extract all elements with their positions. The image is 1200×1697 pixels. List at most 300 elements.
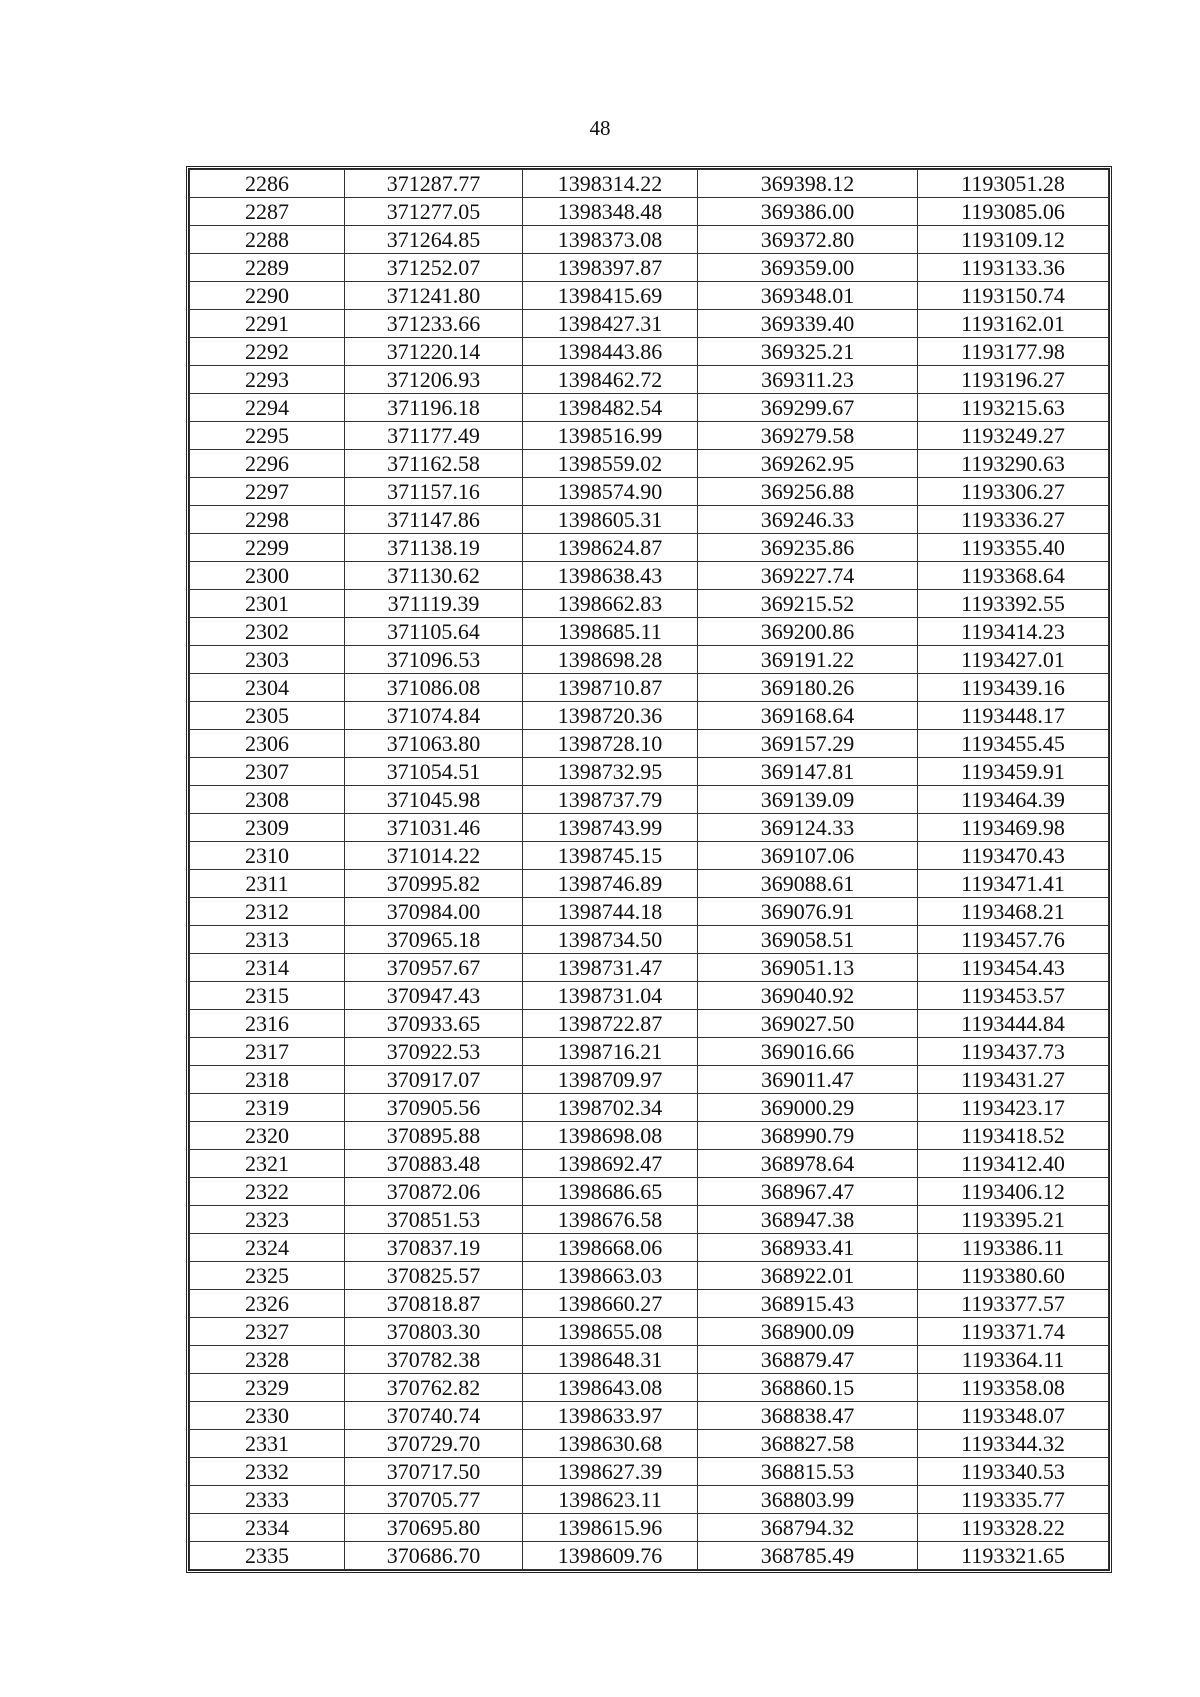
- coord-b1-cell: 369348.01: [698, 282, 918, 310]
- coord-b1-cell: 368860.15: [698, 1374, 918, 1402]
- coord-a2-cell: 1398630.68: [523, 1430, 698, 1458]
- coord-b2-cell: 1193358.08: [918, 1374, 1109, 1402]
- coord-a2-cell: 1398443.86: [523, 338, 698, 366]
- coord-a1-cell: 371105.64: [345, 618, 523, 646]
- table-row: [190, 1542, 1109, 1570]
- point-id-cell: 2334: [190, 1514, 345, 1542]
- table-row: [190, 1122, 1109, 1150]
- coord-a1-cell: 370825.57: [345, 1262, 523, 1290]
- table-row: [190, 1094, 1109, 1122]
- point-id-cell: 2295: [190, 422, 345, 450]
- coord-a1-cell: 371063.80: [345, 730, 523, 758]
- coord-b1-cell: 369227.74: [698, 562, 918, 590]
- table-row: [190, 618, 1109, 646]
- coord-b1-cell: 369325.21: [698, 338, 918, 366]
- coord-b1-cell: 368900.09: [698, 1318, 918, 1346]
- coord-b1-cell: 369200.86: [698, 618, 918, 646]
- coord-a2-cell: 1398732.95: [523, 758, 698, 786]
- coord-a1-cell: 370922.53: [345, 1038, 523, 1066]
- table-row: [190, 254, 1109, 282]
- coord-a2-cell: 1398627.39: [523, 1458, 698, 1486]
- coord-b2-cell: 1193423.17: [918, 1094, 1109, 1122]
- coord-b2-cell: 1193249.27: [918, 422, 1109, 450]
- coord-b1-cell: 369256.88: [698, 478, 918, 506]
- coord-a2-cell: 1398731.47: [523, 954, 698, 982]
- coord-a2-cell: 1398709.97: [523, 1066, 698, 1094]
- coord-b1-cell: 369000.29: [698, 1094, 918, 1122]
- coord-b1-cell: 369262.95: [698, 450, 918, 478]
- table-row: [190, 1318, 1109, 1346]
- coord-a1-cell: 370717.50: [345, 1458, 523, 1486]
- coord-b2-cell: 1193196.27: [918, 366, 1109, 394]
- table-row: [190, 1178, 1109, 1206]
- point-id-cell: 2317: [190, 1038, 345, 1066]
- coord-a1-cell: 370782.38: [345, 1346, 523, 1374]
- coord-b1-cell: 368967.47: [698, 1178, 918, 1206]
- coord-b1-cell: 368947.38: [698, 1206, 918, 1234]
- table-row: [190, 1038, 1109, 1066]
- point-id-cell: 2298: [190, 506, 345, 534]
- coord-b2-cell: 1193437.73: [918, 1038, 1109, 1066]
- coord-b2-cell: 1193355.40: [918, 534, 1109, 562]
- table-row: [190, 366, 1109, 394]
- coord-b1-cell: 369088.61: [698, 870, 918, 898]
- coord-a2-cell: 1398663.03: [523, 1262, 698, 1290]
- coord-a1-cell: 371138.19: [345, 534, 523, 562]
- coord-a2-cell: 1398643.08: [523, 1374, 698, 1402]
- coord-a1-cell: 370905.56: [345, 1094, 523, 1122]
- coord-a1-cell: 370686.70: [345, 1542, 523, 1570]
- point-id-cell: 2307: [190, 758, 345, 786]
- table-row: [190, 842, 1109, 870]
- point-id-cell: 2314: [190, 954, 345, 982]
- coord-a1-cell: 371264.85: [345, 226, 523, 254]
- coord-b2-cell: 1193368.64: [918, 562, 1109, 590]
- coord-b1-cell: 368838.47: [698, 1402, 918, 1430]
- table-row: [190, 534, 1109, 562]
- coord-b2-cell: 1193364.11: [918, 1346, 1109, 1374]
- table-row: [190, 1374, 1109, 1402]
- coord-a2-cell: 1398734.50: [523, 926, 698, 954]
- coord-a2-cell: 1398686.65: [523, 1178, 698, 1206]
- coord-b1-cell: 368933.41: [698, 1234, 918, 1262]
- point-id-cell: 2326: [190, 1290, 345, 1318]
- coord-a1-cell: 371096.53: [345, 646, 523, 674]
- coord-a2-cell: 1398314.22: [523, 170, 698, 198]
- coord-b2-cell: 1193150.74: [918, 282, 1109, 310]
- coord-b2-cell: 1193453.57: [918, 982, 1109, 1010]
- coord-b1-cell: 369191.22: [698, 646, 918, 674]
- coord-a2-cell: 1398737.79: [523, 786, 698, 814]
- point-id-cell: 2301: [190, 590, 345, 618]
- coord-b1-cell: 368978.64: [698, 1150, 918, 1178]
- coord-b2-cell: 1193321.65: [918, 1542, 1109, 1570]
- point-id-cell: 2289: [190, 254, 345, 282]
- coord-b2-cell: 1193392.55: [918, 590, 1109, 618]
- coord-a1-cell: 371252.07: [345, 254, 523, 282]
- coord-a2-cell: 1398743.99: [523, 814, 698, 842]
- coord-a1-cell: 371014.22: [345, 842, 523, 870]
- coordinate-table: [189, 169, 1109, 1570]
- point-id-cell: 2291: [190, 310, 345, 338]
- point-id-cell: 2315: [190, 982, 345, 1010]
- coord-b2-cell: 1193464.39: [918, 786, 1109, 814]
- coord-b2-cell: 1193471.41: [918, 870, 1109, 898]
- table-row: [190, 814, 1109, 842]
- coord-b1-cell: 369279.58: [698, 422, 918, 450]
- coord-a2-cell: 1398559.02: [523, 450, 698, 478]
- coord-b1-cell: 369359.00: [698, 254, 918, 282]
- point-id-cell: 2324: [190, 1234, 345, 1262]
- coord-a1-cell: 371177.49: [345, 422, 523, 450]
- coord-a2-cell: 1398348.48: [523, 198, 698, 226]
- table-row: [190, 646, 1109, 674]
- table-row: [190, 310, 1109, 338]
- coord-b1-cell: 368922.01: [698, 1262, 918, 1290]
- coord-b2-cell: 1193470.43: [918, 842, 1109, 870]
- coord-a1-cell: 370957.67: [345, 954, 523, 982]
- coord-a2-cell: 1398624.87: [523, 534, 698, 562]
- coord-b1-cell: 369147.81: [698, 758, 918, 786]
- coord-b2-cell: 1193348.07: [918, 1402, 1109, 1430]
- point-id-cell: 2325: [190, 1262, 345, 1290]
- point-id-cell: 2322: [190, 1178, 345, 1206]
- coord-a2-cell: 1398662.83: [523, 590, 698, 618]
- coord-a2-cell: 1398716.21: [523, 1038, 698, 1066]
- coord-b2-cell: 1193406.12: [918, 1178, 1109, 1206]
- coord-b2-cell: 1193380.60: [918, 1262, 1109, 1290]
- table-row: [190, 1402, 1109, 1430]
- point-id-cell: 2287: [190, 198, 345, 226]
- coord-a1-cell: 371130.62: [345, 562, 523, 590]
- coord-a1-cell: 371277.05: [345, 198, 523, 226]
- coord-a1-cell: 370895.88: [345, 1122, 523, 1150]
- coord-a1-cell: 371086.08: [345, 674, 523, 702]
- coord-b2-cell: 1193344.32: [918, 1430, 1109, 1458]
- coord-a2-cell: 1398605.31: [523, 506, 698, 534]
- coord-a2-cell: 1398710.87: [523, 674, 698, 702]
- coord-a2-cell: 1398692.47: [523, 1150, 698, 1178]
- coord-b2-cell: 1193133.36: [918, 254, 1109, 282]
- coord-b2-cell: 1193455.45: [918, 730, 1109, 758]
- point-id-cell: 2302: [190, 618, 345, 646]
- coord-a1-cell: 371162.58: [345, 450, 523, 478]
- point-id-cell: 2311: [190, 870, 345, 898]
- point-id-cell: 2296: [190, 450, 345, 478]
- coord-a2-cell: 1398722.87: [523, 1010, 698, 1038]
- coord-a2-cell: 1398676.58: [523, 1206, 698, 1234]
- coord-a1-cell: 371074.84: [345, 702, 523, 730]
- coord-a2-cell: 1398698.08: [523, 1122, 698, 1150]
- coord-a1-cell: 370740.74: [345, 1402, 523, 1430]
- table-row: [190, 1066, 1109, 1094]
- coord-a1-cell: 371196.18: [345, 394, 523, 422]
- table-row: [190, 1346, 1109, 1374]
- point-id-cell: 2308: [190, 786, 345, 814]
- point-id-cell: 2297: [190, 478, 345, 506]
- point-id-cell: 2309: [190, 814, 345, 842]
- coord-b2-cell: 1193290.63: [918, 450, 1109, 478]
- coord-a2-cell: 1398660.27: [523, 1290, 698, 1318]
- coord-b2-cell: 1193431.27: [918, 1066, 1109, 1094]
- table-row: [190, 1290, 1109, 1318]
- coord-a1-cell: 371241.80: [345, 282, 523, 310]
- coord-a2-cell: 1398745.15: [523, 842, 698, 870]
- table-row: [190, 730, 1109, 758]
- table-row: [190, 870, 1109, 898]
- coord-b1-cell: 368794.32: [698, 1514, 918, 1542]
- coord-a2-cell: 1398462.72: [523, 366, 698, 394]
- coord-a1-cell: 370917.07: [345, 1066, 523, 1094]
- table-row: [190, 1486, 1109, 1514]
- coord-a1-cell: 371233.66: [345, 310, 523, 338]
- coord-b2-cell: 1193051.28: [918, 170, 1109, 198]
- table-row: [190, 478, 1109, 506]
- coord-a1-cell: 370995.82: [345, 870, 523, 898]
- table-row: [190, 282, 1109, 310]
- point-id-cell: 2305: [190, 702, 345, 730]
- coord-a2-cell: 1398702.34: [523, 1094, 698, 1122]
- table-row: [190, 1430, 1109, 1458]
- coord-b1-cell: 369168.64: [698, 702, 918, 730]
- coord-a2-cell: 1398731.04: [523, 982, 698, 1010]
- point-id-cell: 2312: [190, 898, 345, 926]
- coord-b1-cell: 369311.23: [698, 366, 918, 394]
- coord-b2-cell: 1193469.98: [918, 814, 1109, 842]
- point-id-cell: 2323: [190, 1206, 345, 1234]
- coord-b2-cell: 1193386.11: [918, 1234, 1109, 1262]
- coord-a1-cell: 371045.98: [345, 786, 523, 814]
- coord-a1-cell: 370883.48: [345, 1150, 523, 1178]
- point-id-cell: 2288: [190, 226, 345, 254]
- table-body: [190, 170, 1109, 1570]
- coord-a2-cell: 1398415.69: [523, 282, 698, 310]
- point-id-cell: 2331: [190, 1430, 345, 1458]
- coord-a1-cell: 370762.82: [345, 1374, 523, 1402]
- point-id-cell: 2332: [190, 1458, 345, 1486]
- coord-a2-cell: 1398655.08: [523, 1318, 698, 1346]
- coord-a1-cell: 370837.19: [345, 1234, 523, 1262]
- coord-a1-cell: 370705.77: [345, 1486, 523, 1514]
- table-row: [190, 1206, 1109, 1234]
- coord-b2-cell: 1193454.43: [918, 954, 1109, 982]
- table-row: [190, 338, 1109, 366]
- table-row: [190, 1262, 1109, 1290]
- coord-b2-cell: 1193395.21: [918, 1206, 1109, 1234]
- table-row: [190, 198, 1109, 226]
- coord-b1-cell: 369124.33: [698, 814, 918, 842]
- table-row: [190, 450, 1109, 478]
- coord-a2-cell: 1398397.87: [523, 254, 698, 282]
- point-id-cell: 2306: [190, 730, 345, 758]
- coord-a1-cell: 370984.00: [345, 898, 523, 926]
- coord-a2-cell: 1398698.28: [523, 646, 698, 674]
- coord-b2-cell: 1193085.06: [918, 198, 1109, 226]
- coord-b1-cell: 369386.00: [698, 198, 918, 226]
- table-row: [190, 758, 1109, 786]
- coord-b1-cell: 368879.47: [698, 1346, 918, 1374]
- coord-b1-cell: 369215.52: [698, 590, 918, 618]
- table-row: [190, 1150, 1109, 1178]
- coord-a1-cell: 371054.51: [345, 758, 523, 786]
- coord-b1-cell: 369040.92: [698, 982, 918, 1010]
- coord-b1-cell: 368815.53: [698, 1458, 918, 1486]
- coord-a2-cell: 1398609.76: [523, 1542, 698, 1570]
- coord-b1-cell: 368915.43: [698, 1290, 918, 1318]
- coord-a1-cell: 370947.43: [345, 982, 523, 1010]
- table-row: [190, 562, 1109, 590]
- point-id-cell: 2300: [190, 562, 345, 590]
- point-id-cell: 2333: [190, 1486, 345, 1514]
- table-row: [190, 1458, 1109, 1486]
- coord-b1-cell: 369076.91: [698, 898, 918, 926]
- coord-b1-cell: 369016.66: [698, 1038, 918, 1066]
- point-id-cell: 2286: [190, 170, 345, 198]
- coord-b2-cell: 1193439.16: [918, 674, 1109, 702]
- coord-a2-cell: 1398633.97: [523, 1402, 698, 1430]
- coord-a2-cell: 1398516.99: [523, 422, 698, 450]
- point-id-cell: 2293: [190, 366, 345, 394]
- point-id-cell: 2292: [190, 338, 345, 366]
- coord-a2-cell: 1398728.10: [523, 730, 698, 758]
- coord-b1-cell: 369339.40: [698, 310, 918, 338]
- point-id-cell: 2328: [190, 1346, 345, 1374]
- coord-a1-cell: 370729.70: [345, 1430, 523, 1458]
- coord-a1-cell: 371287.77: [345, 170, 523, 198]
- table-row: [190, 702, 1109, 730]
- table-row: [190, 898, 1109, 926]
- point-id-cell: 2327: [190, 1318, 345, 1346]
- coord-a1-cell: 371147.86: [345, 506, 523, 534]
- table-row: [190, 1234, 1109, 1262]
- coord-b2-cell: 1193371.74: [918, 1318, 1109, 1346]
- coord-b1-cell: 368785.49: [698, 1542, 918, 1570]
- table-row: [190, 926, 1109, 954]
- coord-b2-cell: 1193427.01: [918, 646, 1109, 674]
- coord-a1-cell: 370872.06: [345, 1178, 523, 1206]
- coord-b1-cell: 368803.99: [698, 1486, 918, 1514]
- table-row: [190, 786, 1109, 814]
- point-id-cell: 2294: [190, 394, 345, 422]
- coord-b2-cell: 1193459.91: [918, 758, 1109, 786]
- coord-b2-cell: 1193377.57: [918, 1290, 1109, 1318]
- table-row: [190, 1514, 1109, 1542]
- point-id-cell: 2313: [190, 926, 345, 954]
- coord-b2-cell: 1193215.63: [918, 394, 1109, 422]
- table-row: [190, 226, 1109, 254]
- coord-a1-cell: 370933.65: [345, 1010, 523, 1038]
- coord-b1-cell: 369058.51: [698, 926, 918, 954]
- point-id-cell: 2329: [190, 1374, 345, 1402]
- coord-b2-cell: 1193418.52: [918, 1122, 1109, 1150]
- point-id-cell: 2320: [190, 1122, 345, 1150]
- coord-b1-cell: 369398.12: [698, 170, 918, 198]
- coord-b2-cell: 1193162.01: [918, 310, 1109, 338]
- coord-b2-cell: 1193109.12: [918, 226, 1109, 254]
- coord-b1-cell: 369246.33: [698, 506, 918, 534]
- coord-b2-cell: 1193306.27: [918, 478, 1109, 506]
- coord-b1-cell: 369157.29: [698, 730, 918, 758]
- point-id-cell: 2330: [190, 1402, 345, 1430]
- point-id-cell: 2303: [190, 646, 345, 674]
- coordinate-table-frame: [186, 166, 1112, 1573]
- table-row: [190, 1010, 1109, 1038]
- coord-a2-cell: 1398744.18: [523, 898, 698, 926]
- table-row: [190, 590, 1109, 618]
- table-row: [190, 506, 1109, 534]
- table-row: [190, 170, 1109, 198]
- table-row: [190, 674, 1109, 702]
- coord-a1-cell: 370818.87: [345, 1290, 523, 1318]
- point-id-cell: 2321: [190, 1150, 345, 1178]
- coord-a1-cell: 370851.53: [345, 1206, 523, 1234]
- coord-a1-cell: 371157.16: [345, 478, 523, 506]
- coord-a2-cell: 1398668.06: [523, 1234, 698, 1262]
- coord-b1-cell: 369011.47: [698, 1066, 918, 1094]
- point-id-cell: 2310: [190, 842, 345, 870]
- coord-a2-cell: 1398685.11: [523, 618, 698, 646]
- coord-a2-cell: 1398720.36: [523, 702, 698, 730]
- page-number: 48: [589, 116, 611, 140]
- coord-b1-cell: 368990.79: [698, 1122, 918, 1150]
- coord-a1-cell: 370695.80: [345, 1514, 523, 1542]
- coord-a2-cell: 1398615.96: [523, 1514, 698, 1542]
- coord-a2-cell: 1398638.43: [523, 562, 698, 590]
- point-id-cell: 2290: [190, 282, 345, 310]
- coord-b2-cell: 1193444.84: [918, 1010, 1109, 1038]
- table-row: [190, 422, 1109, 450]
- coord-b1-cell: 369139.09: [698, 786, 918, 814]
- table-row: [190, 394, 1109, 422]
- coord-a2-cell: 1398623.11: [523, 1486, 698, 1514]
- point-id-cell: 2299: [190, 534, 345, 562]
- coord-a1-cell: 371119.39: [345, 590, 523, 618]
- coord-a1-cell: 370965.18: [345, 926, 523, 954]
- point-id-cell: 2335: [190, 1542, 345, 1570]
- coord-b2-cell: 1193177.98: [918, 338, 1109, 366]
- coord-b1-cell: 369107.06: [698, 842, 918, 870]
- coord-b1-cell: 369027.50: [698, 1010, 918, 1038]
- coord-a1-cell: 370803.30: [345, 1318, 523, 1346]
- coord-b2-cell: 1193457.76: [918, 926, 1109, 954]
- coord-b1-cell: 369180.26: [698, 674, 918, 702]
- coord-a2-cell: 1398482.54: [523, 394, 698, 422]
- coord-b2-cell: 1193448.17: [918, 702, 1109, 730]
- coord-b2-cell: 1193414.23: [918, 618, 1109, 646]
- coord-b1-cell: 369051.13: [698, 954, 918, 982]
- coord-a2-cell: 1398373.08: [523, 226, 698, 254]
- coord-b2-cell: 1193340.53: [918, 1458, 1109, 1486]
- coord-b1-cell: 369299.67: [698, 394, 918, 422]
- coord-b2-cell: 1193335.77: [918, 1486, 1109, 1514]
- coord-a2-cell: 1398746.89: [523, 870, 698, 898]
- coord-a2-cell: 1398574.90: [523, 478, 698, 506]
- coord-b1-cell: 368827.58: [698, 1430, 918, 1458]
- point-id-cell: 2304: [190, 674, 345, 702]
- point-id-cell: 2318: [190, 1066, 345, 1094]
- coord-a2-cell: 1398648.31: [523, 1346, 698, 1374]
- coord-b2-cell: 1193328.22: [918, 1514, 1109, 1542]
- coord-b2-cell: 1193468.21: [918, 898, 1109, 926]
- coord-a1-cell: 371220.14: [345, 338, 523, 366]
- coord-b2-cell: 1193336.27: [918, 506, 1109, 534]
- point-id-cell: 2316: [190, 1010, 345, 1038]
- coord-b2-cell: 1193412.40: [918, 1150, 1109, 1178]
- coord-b1-cell: 369372.80: [698, 226, 918, 254]
- table-row: [190, 954, 1109, 982]
- coord-b1-cell: 369235.86: [698, 534, 918, 562]
- table-row: [190, 982, 1109, 1010]
